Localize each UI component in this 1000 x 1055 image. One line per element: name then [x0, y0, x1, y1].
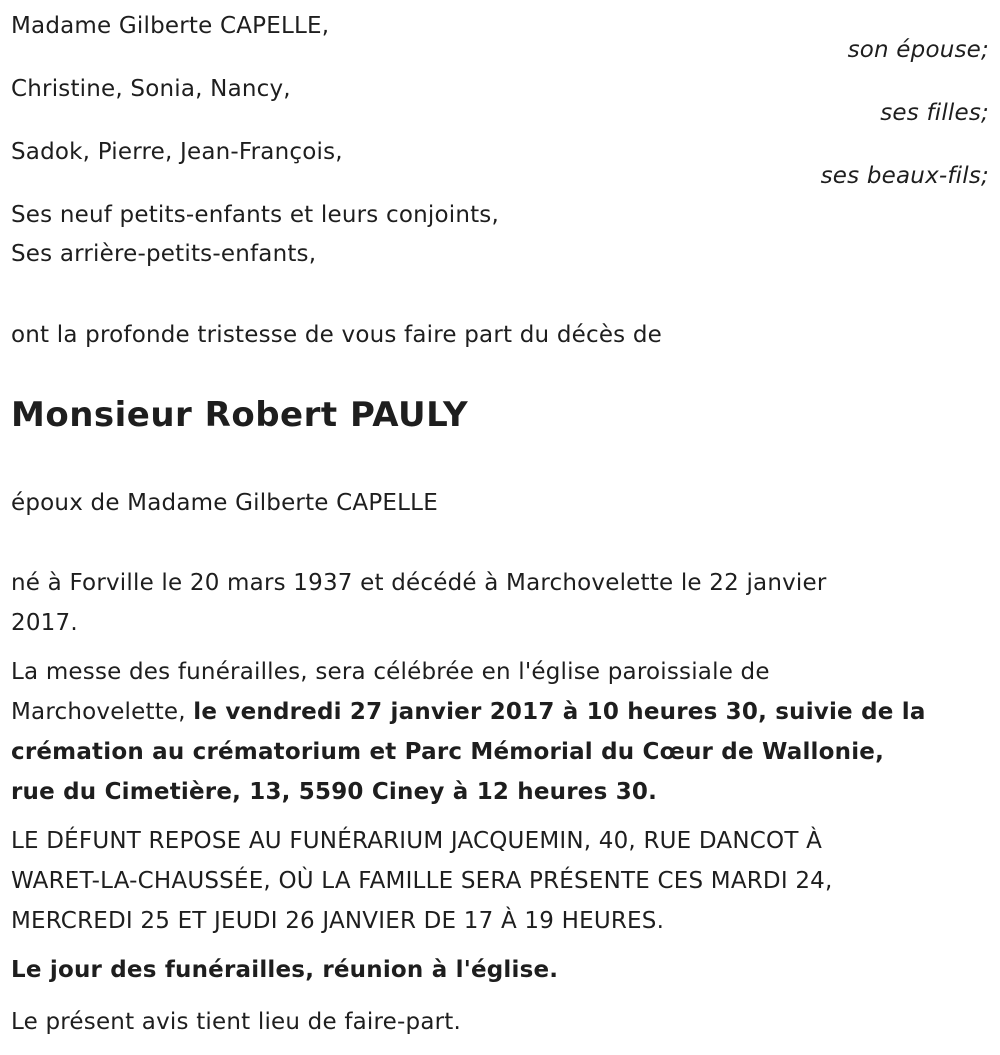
church-meeting: Le jour des funérailles, réunion à l'église. [11, 957, 559, 983]
birth-death-line-1: né à Forville le 20 mars 1937 et décédé à Marchovelette le 22 janvier [11, 570, 827, 596]
mass-line-3: crémation au crématorium et Parc Mémorial du Cœur de Wallonie, [11, 739, 885, 765]
daughters-role: ses filles; [880, 100, 989, 126]
funerarium-line-2: WARET-LA-CHAUSSÉE, OÙ LA FAMILLE SERA PRÉSENTE CES MARDI 24, [11, 868, 833, 894]
mass-date-time: le vendredi 27 janvier 2017 à 10 heures 30, suivie de la [193, 699, 926, 725]
sons-in-law-role: ses beaux-fils; [820, 163, 989, 189]
spouse-of: époux de Madame Gilberte CAPELLE [11, 490, 438, 516]
mass-place: Marchovelette, [11, 699, 194, 725]
notice-text: Le présent avis tient lieu de faire-part. [11, 1009, 462, 1035]
great-grandchildren: Ses arrière-petits-enfants, [11, 241, 317, 267]
funerarium-line-3: MERCREDI 25 ET JEUDI 26 JANVIER DE 17 À 19 HEURES. [11, 908, 665, 934]
daughters-names: Christine, Sonia, Nancy, [11, 76, 291, 102]
mass-line-4: rue du Cimetière, 13, 5590 Ciney à 12 heures 30. [11, 779, 658, 805]
mass-line-1: La messe des funérailles, sera célébrée en l'église paroissiale de [11, 659, 770, 685]
sons-in-law-names: Sadok, Pierre, Jean-François, [11, 139, 343, 165]
spouse-role: son épouse; [847, 37, 989, 63]
deceased-name: Monsieur Robert PAULY [11, 395, 469, 435]
spouse-name: Madame Gilberte CAPELLE, [11, 13, 330, 39]
grandchildren: Ses neuf petits-enfants et leurs conjoints, [11, 202, 500, 228]
announcement-text: ont la profonde tristesse de vous faire part du décès de [11, 322, 663, 348]
birth-death-line-2: 2017. [11, 610, 78, 636]
funerarium-line-1: LE DÉFUNT REPOSE AU FUNÉRARIUM JACQUEMIN, 40, RUE DANCOT À [11, 828, 823, 854]
mass-line-2 [11, 699, 926, 725]
